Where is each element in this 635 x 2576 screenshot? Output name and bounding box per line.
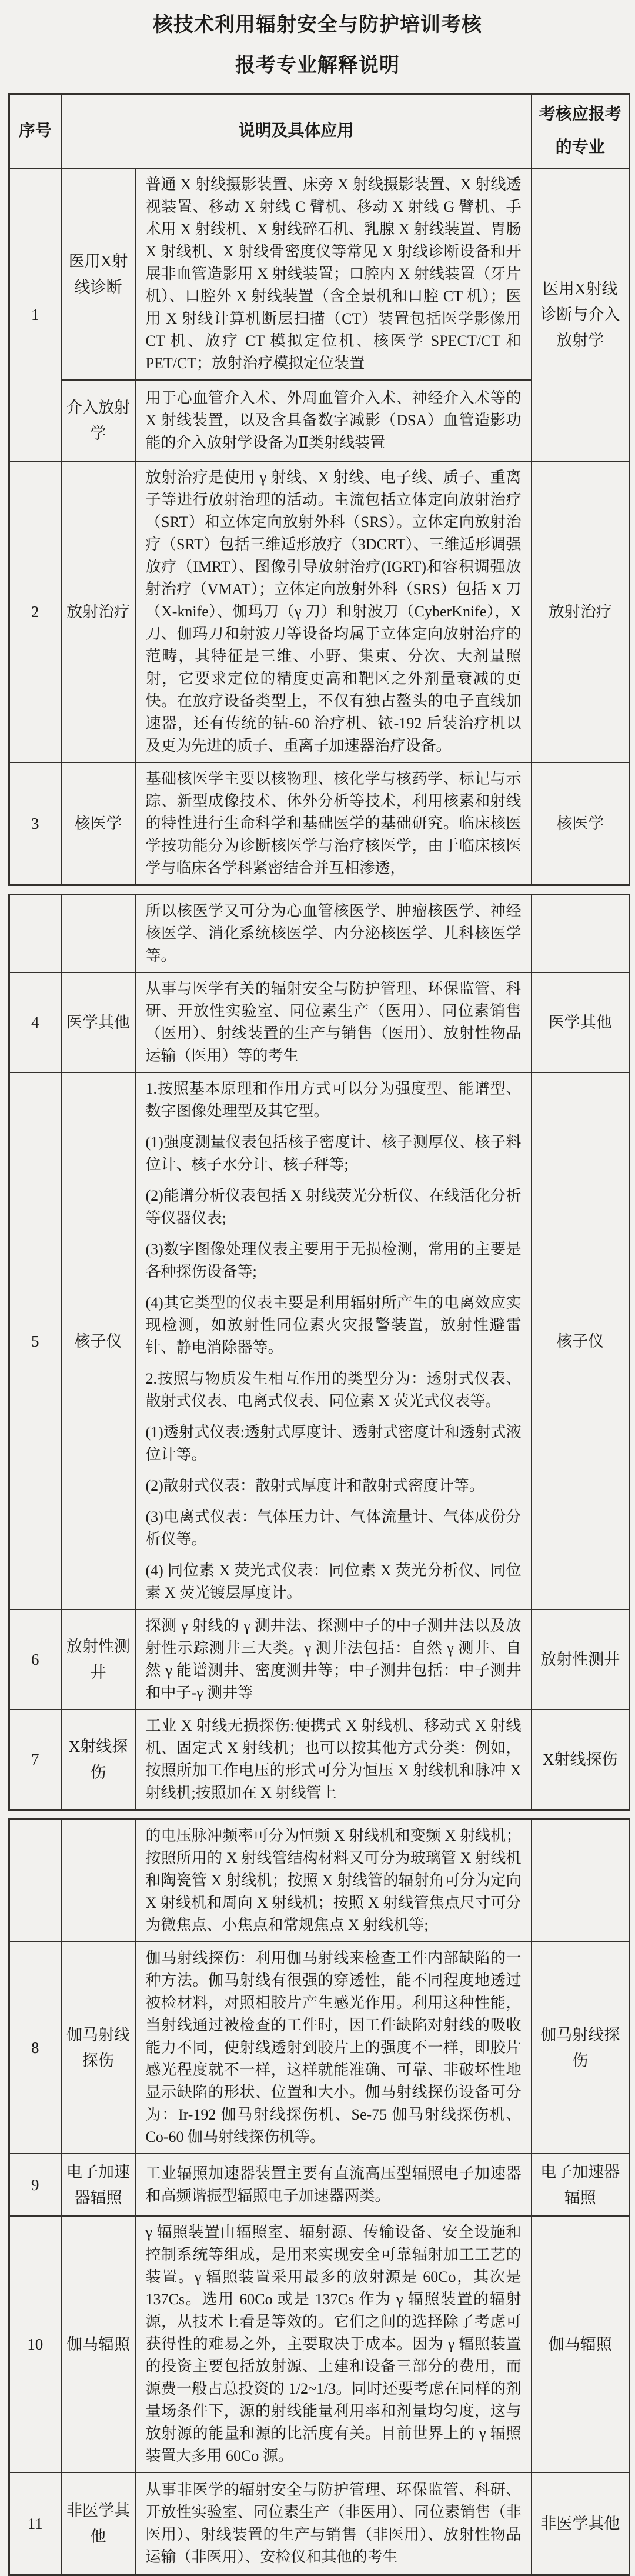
table-row-4	[9, 972, 630, 1072]
row2-category-cell: 放射治疗	[61, 461, 136, 762]
row4-category-cell: 医学其他	[61, 972, 136, 1072]
row6-description-cell: 探测 γ 射线的 γ 测井法、探测中子的中子测井法以及放射性示踪测井三大类。γ 测井法包括：自然 γ 测井、自然 γ 能谱测井、密度测井等；中子测井包括：中子测井和中子-γ 测井等	[136, 1609, 532, 1709]
row5-paragraph: (1)透射式仪表:透射式厚度计、透射式密度计和透射式液位计等。	[145, 1424, 522, 1463]
row6-category-cell: 放射性测井	[61, 1609, 136, 1709]
row9-category-cell: 电子加速器辐照	[61, 2154, 136, 2216]
document-title-line1: 核技术利用辐射安全与防护培训考核	[153, 14, 482, 36]
table-row-2	[9, 461, 630, 762]
table-segment-3	[8, 1818, 630, 2576]
row5-paragraph: (1)强度测量仪表包括核子密度计、核子测厚仪、核子料位计、核子水分计、核子秤等;	[145, 1134, 522, 1173]
row8-number-cell: 8	[9, 1942, 61, 2154]
row11-major-cell: 非医学其他	[532, 2472, 630, 2575]
row6-number-cell: 6	[9, 1609, 61, 1709]
row1-major-cell: 医用X射线诊断与介入放射学	[532, 168, 630, 461]
table-row-11	[9, 2472, 630, 2575]
row5-paragraph: (3)数字图像处理仪表主要用于无损检测，常用的主要是各种探伤设备等;	[145, 1241, 522, 1280]
table-row-7-part1	[9, 1709, 630, 1810]
row4-number-cell: 4	[9, 972, 61, 1072]
row8-category-cell: 伽马射线探伤	[61, 1942, 136, 2154]
row5-paragraph: (4) 同位素 X 荧光式仪表：同位素 X 荧光分析仪、同位素 X 荧光镀层厚度计。	[145, 1562, 522, 1601]
table-segment-1	[8, 93, 630, 886]
table-row-3-continuation	[9, 895, 630, 973]
row2-number-cell: 2	[9, 461, 61, 762]
row1b-category-cell: 介入放射学	[61, 380, 136, 461]
row3-cont-empty-major-cell	[532, 895, 630, 973]
row2-major-cell: 放射治疗	[532, 461, 630, 762]
table-header-row	[9, 94, 630, 169]
row3-major-cell: 核医学	[532, 762, 630, 885]
row5-paragraph: (3)电离式仪表：气体压力计、气体流量计、气体成份分析仪等。	[145, 1508, 522, 1548]
row4-major-cell: 医学其他	[532, 972, 630, 1072]
row3-description-cell-part1: 基础核医学主要以核物理、核化学与核药学、标记与示踪、新型成像技术、体外分析等技术，利用核素和射线的特性进行生命科学和基础医学的基础研究。临床核医学按功能分为诊断核医学与治疗核医学，由于临床核医学与临床各学科紧密结合并互相渗透，	[136, 762, 532, 885]
row8-major-cell: 伽马射线探伤	[532, 1942, 630, 2154]
row1b-description-cell: 用于心血管介入术、外周血管介入术、神经介入术等的 X 射线装置，以及含具备数字减影（DSA）血管造影功能的介入放射学设备为Ⅱ类射线装置	[136, 380, 532, 461]
row5-paragraph: 2.按照与物质发生相互作用的类型分为：透射式仪表、散射式仪表、电离式仪表、同位素 X 荧光式仪表等。	[145, 1370, 522, 1409]
row10-number-cell: 10	[9, 2216, 61, 2472]
row7-description-cell-part2: 的电压脉冲频率可分为恒频 X 射线机和变频 X 射线机；按照所用的 X 射线管结构材料又可分为玻璃管 X 射线机和陶瓷管 X 射线机；按照 X 射线管的辐射角可分为定向 X 射线机和周向 X 射线机；按照 X 射线管焦点尺寸可分为微焦点、小焦点和常规焦点 X 射线机等;	[136, 1819, 532, 1942]
row10-description-cell: γ 辐照装置由辐照室、辐射源、传输设备、安全设施和控制系统等组成，是用来实现安全可靠辐射加工工艺的装置。γ 辐照装置采用最多的放射源是 60Co，其次是 137Cs。选用 60Co 或是 137Cs 作为 γ 辐照装置的辐射源，从技术上看是等效的。它们之间的选择除了考虑可获得性的难易之外，主要取决于成本。因为 γ 辐照装置的投资主要包括放射源、土建和设备三部分的费用，而源费一般占总投资的 1/2~1/3。同时还要考虑在同样的剂量场条件下，源的射线能量利用率和剂量均匀度，这与放射源的能量和源的比活度有关。目前世界上的 γ 辐照装置大多用 60Co 源。	[136, 2216, 532, 2472]
header-cell-description: 说明及具体应用	[61, 94, 532, 169]
row1-number-cell: 1	[9, 168, 61, 461]
header-cell-no: 序号	[9, 94, 61, 169]
row5-paragraph: (2)散射式仪表：散射式厚度计和散射式密度计等。	[145, 1477, 484, 1494]
table-row-7-continuation	[9, 1819, 630, 1942]
table-row-5	[9, 1072, 630, 1609]
row5-paragraph: (4)其它类型的仪表主要是利用辐射所产生的电离效应实现检测，如放射性同位素火灾报警装置，放射性避雷针、静电消除器等。	[145, 1294, 522, 1356]
row11-category-cell: 非医学其他	[61, 2472, 136, 2575]
row3-cont-empty-category-cell	[61, 895, 136, 973]
row1a-category-cell: 医用X射线诊断	[61, 168, 136, 380]
row5-number-cell: 5	[9, 1072, 61, 1609]
row10-category-cell: 伽马辐照	[61, 2216, 136, 2472]
table-row-3-part1	[9, 762, 630, 885]
row9-number-cell: 9	[9, 2154, 61, 2216]
row3-cont-empty-number-cell	[9, 895, 61, 973]
row5-category-cell: 核子仪	[61, 1072, 136, 1609]
row4-description-cell: 从事与医学有关的辐射安全与防护管理、环保监管、科研、开放性实验室、同位素生产（医用）、同位素销售（医用）、射线装置的生产与销售（医用）、放射性物品运输（医用）等的考生	[136, 972, 532, 1072]
row3-description-cell-part2: 所以核医学又可分为心血管核医学、肿瘤核医学、神经核医学、消化系统核医学、内分泌核医学、儿科核医学等。	[136, 895, 532, 973]
row3-category-cell: 核医学	[61, 762, 136, 885]
row10-major-cell: 伽马辐照	[532, 2216, 630, 2472]
row7-cont-empty-category-cell	[61, 1819, 136, 1942]
row7-number-cell: 7	[9, 1709, 61, 1810]
row2-description-cell: 放射治疗是使用 γ 射线、X 射线、电子线、质子、重离子等进行放射治理的活动。主流包括立体定向放射治疗（SRT）和立体定向放射外科（SRS）。立体定向放射治疗（SRT）包括三维适形放疗（3DCRT）、三维适形调强放疗（IMRT）、图像引导放射治疗(IGRT)和容积调强放射治疗（VMAT）；立体定向放射外科（SRS）包括 X 刀（X-knife）、伽玛刀（γ 刀）和射波刀（CyberKnife），X 刀、伽玛刀和射波刀等设备均属于立体定向放射治疗的范畴，其特征是三维、小野、集束、分次、大剂量照射，它要求定位的精度更高和靶区之外剂量衰减的更快。在放疗设备类型上，不仅有独占鳌头的电子直线加速器，还有传统的钴-60 治疗机、铱-192 后装治疗机以及更为先进的质子、重离子加速器治疗设备。	[136, 461, 532, 762]
table-segment-2	[8, 894, 630, 1811]
row9-description-cell: 工业辐照加速器装置主要有直流高压型辐照电子加速器和高频谐振型辐照电子加速器两类。	[136, 2154, 532, 2216]
row1a-description-cell: 普通 X 射线摄影装置、床旁 X 射线摄影装置、X 射线透视装置、移动 X 射线 C 臂机、移动 X 射线 G 臂机、手术用 X 射线机、X 射线碎石机、乳腺 X 射线装置、胃肠 X 射线机、X 射线骨密度仪等常见 X 射线诊断设备和开展非血管造影用 X 射线装置；口腔内 X 射线装置（牙片机）、口腔外 X 射线装置（含全景机和口腔 CT 机）；医用 X 射线计算机断层扫描（CT）装置包括医学影像用 CT 机、放疗 CT 模拟定位机、核医学 SPECT/CT 和 PET/CT；放射治疗模拟定位装置	[136, 168, 532, 380]
row11-number-cell: 11	[9, 2472, 61, 2575]
row7-cont-empty-major-cell	[532, 1819, 630, 1942]
row7-description-cell-part1: 工业 X 射线无损探伤:便携式 X 射线机、移动式 X 射线机、固定式 X 射线机；也可以按其他方式分类：例如，按照所加工作电压的形式可分为恒压 X 射线机和脉冲 X 射线机;按照加在 X 射线管上	[136, 1709, 532, 1810]
table-row-6	[9, 1609, 630, 1709]
row11-description-cell: 从事非医学的辐射安全与防护管理、环保监管、科研、开放性实验室、同位素生产（非医用）、同位素销售（非医用）、射线装置的生产与销售（非医用）、放射性物品运输（非医用）、安检仪和其他的考生	[136, 2472, 532, 2575]
table-row-10	[9, 2216, 630, 2472]
header-cell-major: 考核应报考的专业	[532, 94, 630, 169]
document-title-line2: 报考专业解释说明	[235, 55, 400, 76]
row7-cont-empty-number-cell	[9, 1819, 61, 1942]
row5-paragraph: 1.按照基本原理和作用方式可以分为强度型、能谱型、数字图像处理型及其它型。	[145, 1080, 522, 1119]
table-row-9	[9, 2154, 630, 2216]
row6-major-cell: 放射性测井	[532, 1609, 630, 1709]
row5-description-cell	[136, 1072, 532, 1609]
row5-major-cell: 核子仪	[532, 1072, 630, 1609]
row7-major-cell: X射线探伤	[532, 1709, 630, 1810]
row5-paragraph: (2)能谱分析仪表包括 X 射线荧光分析仪、在线活化分析等仪器仪表;	[145, 1187, 522, 1227]
table-row-1a	[9, 168, 630, 380]
row3-number-cell: 3	[9, 762, 61, 885]
row8-description-cell: 伽马射线探伤：利用伽马射线来检查工件内部缺陷的一种方法。伽马射线有很强的穿透性，能不同程度地透过被检材料，对照相胶片产生感光作用。利用这种性能，当射线通过被检查的工件时，因工件缺陷对射线的吸收能力不同，使射线透射到胶片上的强度不一样，即胶片感光程度就不一样，这样就能准确、可靠、非破坏性地显示缺陷的形状、位置和大小。伽马射线探伤设备可分为：Ir-192 伽马射线探伤机、Se-75 伽马射线探伤机、Co-60 伽马射线探伤机等。	[136, 1942, 532, 2154]
table-row-8	[9, 1942, 630, 2154]
row9-major-cell: 电子加速器辐照	[532, 2154, 630, 2216]
row7-category-cell: X射线探伤	[61, 1709, 136, 1810]
